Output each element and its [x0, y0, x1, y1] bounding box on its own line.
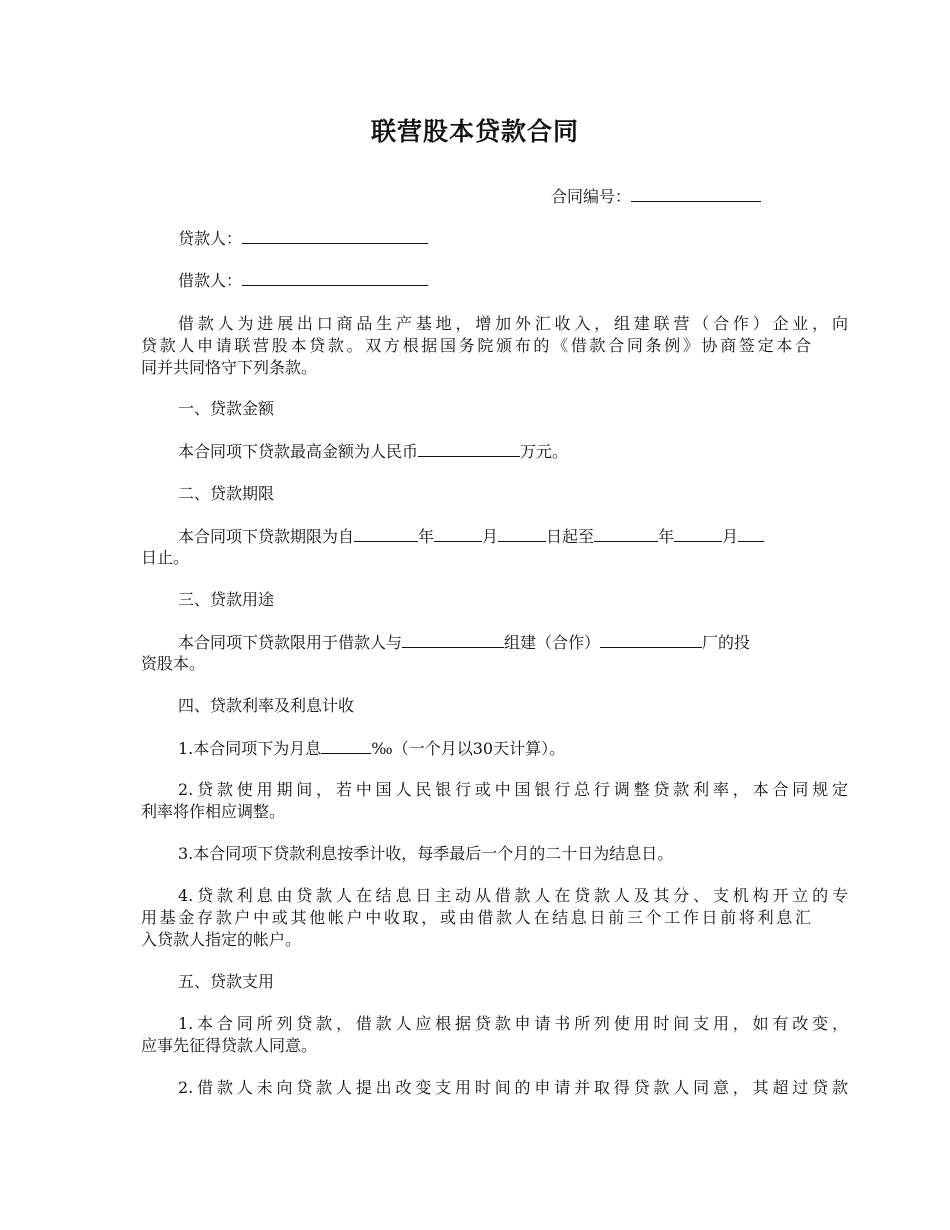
loan-amount-line	[141, 440, 848, 463]
lender-label: 贷款人：	[178, 229, 243, 248]
preamble-line-2: 贷款人申请联营股本贷款。双方根据国务院颁布的《借款合同条例》协商签定本合	[141, 336, 811, 355]
contract-number	[551, 185, 761, 208]
end-year-blank[interactable]	[594, 525, 658, 542]
partner-blank[interactable]	[402, 631, 504, 648]
start-day-blank[interactable]	[498, 525, 546, 542]
document-title: 联营股本贷款合同	[370, 117, 579, 146]
month-label: 月	[482, 527, 499, 546]
clause-line: 利率将作相应调整。	[141, 802, 286, 821]
clause-line: 3.本合同项下贷款利息按季计收，每季最后一个月的二十日为结息日。	[178, 844, 674, 863]
preamble-line-3: 同并共同恪守下列条款。	[141, 358, 318, 377]
factory-blank[interactable]	[600, 631, 702, 648]
end-month-blank[interactable]	[674, 525, 722, 542]
day-to-label: 日起至	[546, 527, 595, 546]
contract-number-blank[interactable]	[631, 185, 761, 202]
interest-rate-line	[141, 737, 848, 760]
section-heading: 一、贷款金额	[178, 399, 275, 418]
interest-rate-text: 1.本合同项下为月息	[178, 739, 322, 758]
section-heading: 五、贷款支用	[178, 972, 275, 991]
section-heading: 二、贷款期限	[178, 484, 275, 503]
loan-term-line	[141, 525, 848, 548]
loan-term-text: 本合同项下贷款期限为自	[178, 527, 355, 546]
lender-line	[141, 227, 848, 250]
loan-amount-unit: 万元。	[520, 442, 569, 461]
borrower-line	[141, 269, 848, 292]
preamble-line-1: 借款人为进展出口商品生产基地，增加外汇收入，组建联营（合作）企业，向	[178, 314, 848, 333]
end-day-blank[interactable]	[738, 525, 764, 542]
clause-line: 2.借款人未向贷款人提出改变支用时间的申请并取得贷款人同意，其超过贷款	[178, 1078, 848, 1097]
clause-line: 入贷款人指定的帐户。	[141, 930, 302, 949]
loan-amount-blank[interactable]	[418, 440, 520, 457]
loan-term-end: 日止。	[141, 548, 190, 567]
borrower-label: 借款人：	[178, 271, 243, 290]
loan-purpose-end: 资股本。	[141, 654, 206, 673]
year-label: 年	[658, 527, 675, 546]
loan-purpose-line	[141, 631, 848, 654]
lender-blank[interactable]	[242, 227, 428, 244]
clause-line: 用基金存款户中或其他帐户中收取，或由借款人在结息日前三个工作日前将利息汇	[141, 908, 811, 927]
section-heading: 三、贷款用途	[178, 590, 275, 609]
year-label: 年	[418, 527, 435, 546]
start-month-blank[interactable]	[434, 525, 482, 542]
loan-purpose-text: 厂的投	[702, 633, 751, 652]
interest-rate-blank[interactable]	[321, 737, 371, 754]
clause-line: 2.贷款使用期间，若中国人民银行或中国银行总行调整贷款利率，本合同规定	[178, 780, 848, 799]
clause-line: 4.贷款利息由贷款人在结息日主动从借款人在贷款人及其分、支机构开立的专	[178, 886, 848, 905]
start-year-blank[interactable]	[354, 525, 418, 542]
clause-line: 1.本合同所列贷款，借款人应根据贷款申请书所列使用时间支用，如有改变，	[178, 1014, 848, 1033]
loan-purpose-text: 组建（合作）	[504, 633, 601, 652]
contract-number-label: 合同编号：	[551, 187, 632, 206]
loan-purpose-text: 本合同项下贷款限用于借款人与	[178, 633, 403, 652]
section-heading: 四、贷款利率及利息计收	[178, 696, 355, 715]
month-label: 月	[722, 527, 739, 546]
loan-amount-text: 本合同项下贷款最高金额为人民币	[178, 442, 419, 461]
clause-line: 应事先征得贷款人同意。	[141, 1036, 318, 1055]
interest-rate-note: ‰（一个月以30天计算）。	[371, 739, 566, 758]
borrower-blank[interactable]	[242, 269, 428, 286]
